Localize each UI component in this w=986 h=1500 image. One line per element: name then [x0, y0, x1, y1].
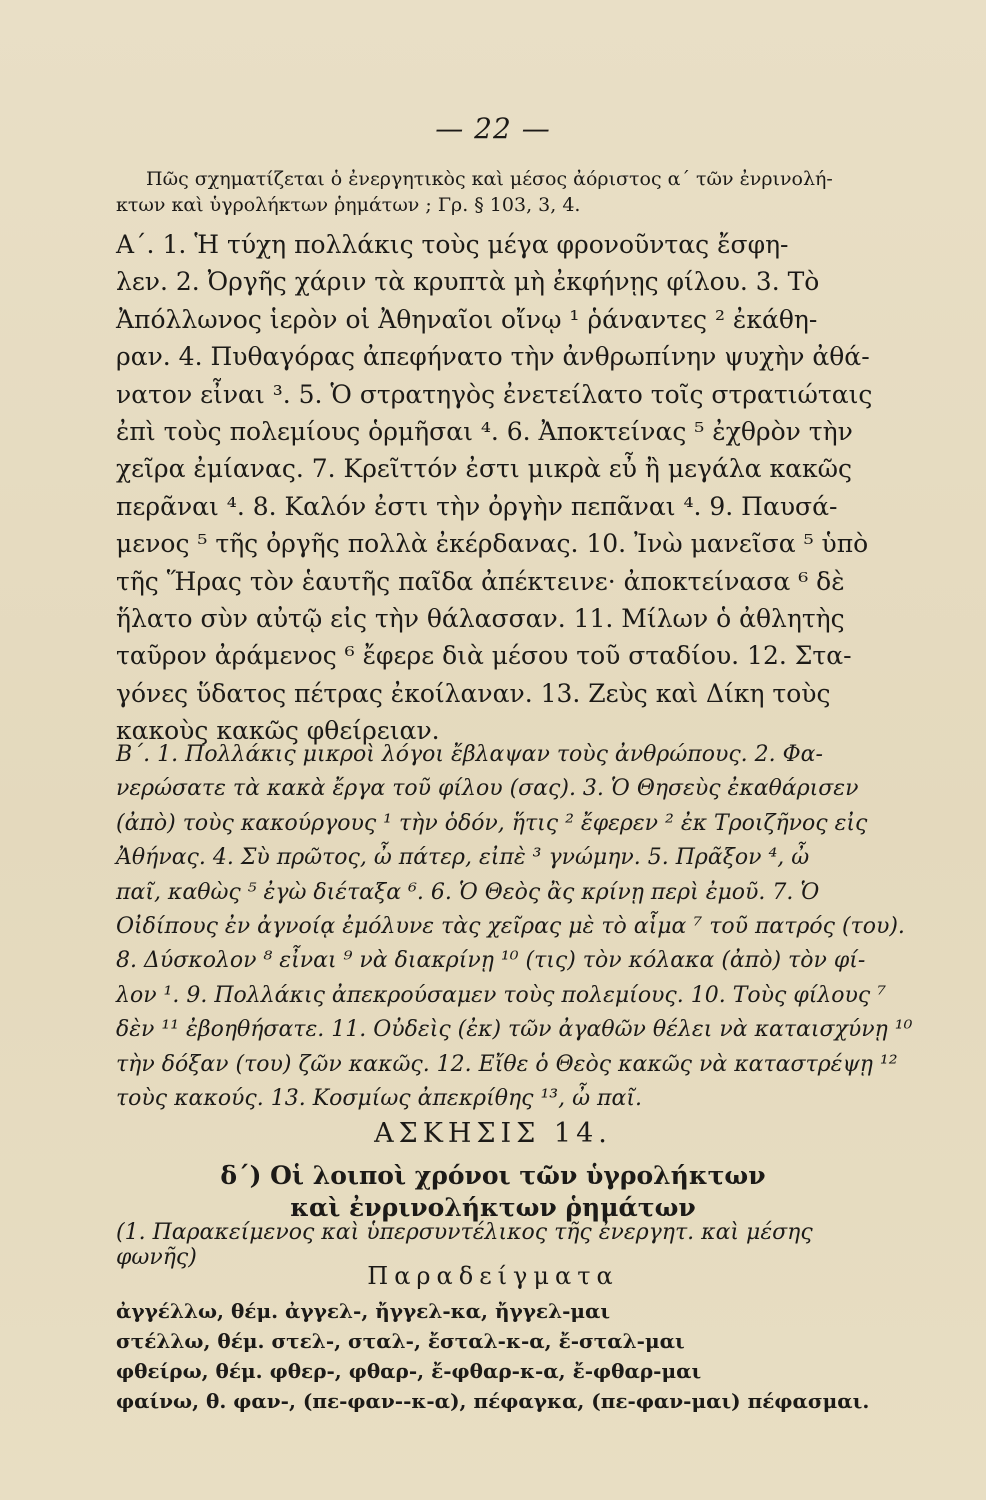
text-line: Οἰδίπους ἐν ἀγνοίᾳ ἐμόλυνε τὰς χεῖρας μὲ τὸ αἷμα ⁷ τοῦ πατρός (του). — [116, 914, 905, 940]
text-line: Α΄. 1. Ἡ τύχη πολλάκις τοὺς μέγα φρονοῦντας ἔσφη- — [116, 230, 789, 259]
text-line: Ἀθήνας. 4. Σὺ πρῶτος, ὦ πάτερ, εἰπὲ ³ γνώμην. 5. Πρᾶξον ⁴, ὦ — [116, 845, 810, 871]
page-number: — 22 — — [435, 112, 551, 145]
text-line: (ἀπὸ) τοὺς κακούργους ¹ τὴν ὁδόν, ἥτις ² ἔφερεν ² ἐκ Τροιζῆνος εἰς — [116, 810, 868, 836]
text-line: κακοὺς κακῶς φθείρειαν. — [116, 716, 440, 746]
text-line: ταῦρον ἀράμενος ⁶ ἔφερε διὰ μέσου τοῦ σταδίου. 12. Στα- — [116, 641, 852, 671]
example-line: φαίνω, θ. φαν-, (πε-φαν--κ-α), πέφαγκα, (πε-φαν-μαι) πέφασμαι. — [116, 1389, 870, 1413]
text-line: περᾶναι ⁴. 8. Καλόν ἐστι τὴν ὀργὴν πεπᾶναι ⁴. 9. Παυσά- — [116, 491, 838, 521]
section-heading — [0, 1160, 986, 1224]
text-line: νερώσατε τὰ κακὰ ἔργα τοῦ φίλου (σας). 3. Ὁ Θησεὺς ἐκαθάρισεν — [116, 776, 859, 802]
example-line: στέλλω, θέμ. στελ-, σταλ-, ἔσταλ-κ-α, ἔ-σταλ-μαι — [116, 1329, 685, 1353]
text-line: ραν. 4. Πυθαγόρας ἀπεφήνατο τὴν ἀνθρωπίνην ψυχὴν ἀθά- — [116, 342, 870, 372]
text-line: ἐπὶ τοὺς πολεμίους ὁρμῆσαι ⁴. 6. Ἀποκτείνας ⁵ ἐχθρὸν τὴν — [116, 417, 853, 447]
text-line: τὴν δόξαν (του) ζῶν κακῶς. 12. Εἴθε ὁ Θεὸς κακῶς νὰ καταστρέψῃ ¹² — [116, 1051, 898, 1077]
examples-heading: Παραδείγματα — [367, 1262, 619, 1290]
text-line: Β΄. 1. Πολλάκις μικροὶ λόγοι ἔβλαψαν τοὺς ἀνθρώπους. 2. Φα- — [116, 742, 823, 767]
exercise-section-b — [116, 738, 913, 1116]
example-line: φθείρω, θέμ. φθερ-, φθαρ-, ἔ-φθαρ-κ-α, ἔ-φθαρ-μαι — [116, 1359, 702, 1383]
example-line: ἀγγέλλω, θέμ. ἀγγελ-, ἤγγελ-κα, ἤγγελ-μαι — [116, 1299, 611, 1323]
section-note: (1. Παρακείμενος καὶ ὑπερσυντέλικος τῆς ἐνεργητ. καὶ μέσης φωνῆς) — [116, 1220, 813, 1270]
section-heading-line: δ΄) Οἱ λοιποὶ χρόνοι τῶν ὑγρολήκτων — [220, 1161, 766, 1190]
exercise-heading: ΑΣΚΗΣΙΣ 14. — [374, 1118, 612, 1149]
text-line: ἥλατο σὺν αὐτῷ εἰς τὴν θάλασσαν. 11. Μίλων ὁ ἀθλητὴς — [116, 604, 845, 634]
question-paragraph — [116, 166, 876, 218]
text-line: μενος ⁵ τῆς ὀργῆς πολλὰ ἐκέρδανας. 10. Ἰνὼ μανεῖσα ⁵ ὑπὸ — [116, 529, 869, 559]
section-heading-line: καὶ ἐνρινολήκτων ῥημάτων — [290, 1193, 696, 1222]
question-line: κτων καὶ ὑγρολήκτων ῥημάτων ; Γρ. § 103, 3, 4. — [116, 194, 581, 216]
text-line: παῖ, καθὼς ⁵ ἐγὼ διέταξα ⁶. 6. Ὁ Θεὸς ἂς κρίνῃ περὶ ἐμοῦ. 7. Ὁ — [116, 879, 820, 905]
examples-list — [116, 1296, 876, 1416]
exercise-section-a — [116, 226, 876, 750]
text-line: τῆς Ἥρας τὸν ἑαυτῆς παῖδα ἀπέκτεινε· ἀποκτείνασα ⁶ δὲ — [116, 566, 845, 596]
text-line: γόνες ὕδατος πέτρας ἐκοίλαναν. 13. Ζεὺς καὶ Δίκη τοὺς — [116, 678, 831, 708]
text-line: λεν. 2. Ὀργῆς χάριν τὰ κρυπτὰ μὴ ἐκφήνῃς φίλου. 3. Τὸ — [116, 267, 820, 297]
text-line: Ἀπόλλωνος ἱερὸν οἱ Ἀθηναῖοι οἴνῳ ¹ ῥάναντες ² ἐκάθη- — [116, 304, 818, 334]
text-line: δὲν ¹¹ ἐβοηθήσατε. 11. Οὐδεὶς (ἐκ) τῶν ἀγαθῶν θέλει νὰ καταισχύνῃ ¹⁰ — [116, 1017, 913, 1043]
text-line: λον ¹. 9. Πολλάκις ἀπεκρούσαμεν τοὺς πολεμίους. 10. Τοὺς φίλους ⁷ — [116, 982, 887, 1008]
question-line: Πῶς σχηματίζεται ὁ ἐνεργητικὸς καὶ μέσος ἀόριστος α΄ τῶν ἐνρινολή- — [146, 168, 833, 190]
text-line: 8. Δύσκολον ⁸ εἶναι ⁹ νὰ διακρίνῃ ¹⁰ (τις) τὸν κόλακα (ἀπὸ) τὸν φί- — [116, 948, 866, 974]
text-line: χεῖρα ἐμίανας. 7. Κρεῖττόν ἐστι μικρὰ εὖ ἢ μεγάλα κακῶς — [116, 454, 853, 484]
text-line: τοὺς κακούς. 13. Κοσμίως ἀπεκρίθης ¹³, ὦ παῖ. — [116, 1086, 642, 1112]
text-line: νατον εἶναι ³. 5. Ὁ στρατηγὸς ἐνετείλατο τοῖς στρατιώταις — [116, 379, 873, 409]
